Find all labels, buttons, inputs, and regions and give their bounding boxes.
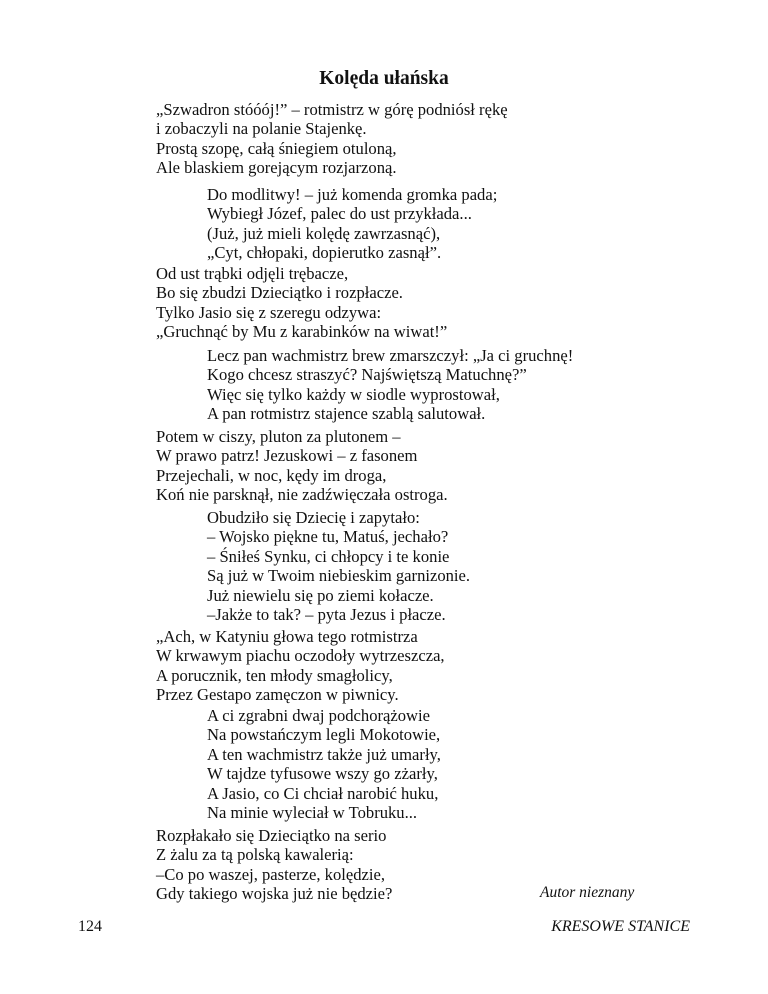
poem-line: –Co po waszej, pasterze, kolędzie, <box>156 864 385 884</box>
poem-line: W krwawym piachu oczodoły wytrzeszcza, <box>156 646 445 666</box>
poem-line: Przejechali, w noc, kędy im droga, <box>156 465 387 485</box>
poem-line: A ten wachmistrz także już umarły, <box>207 744 441 764</box>
stanza-2 <box>207 185 497 263</box>
poem-line: Już niewielu się po ziemi kołacze. <box>207 585 434 605</box>
poem-line: „Gruchnąć by Mu z karabinków na wiwat!” <box>156 322 448 342</box>
stanza-1 <box>156 100 508 178</box>
stanza-3 <box>156 264 447 342</box>
poem-line: – Śniłeś Synku, ci chłopcy i te konie <box>207 546 450 566</box>
poem-line: A porucznik, ten młody smagłolicy, <box>156 665 393 685</box>
stanza-4 <box>207 346 573 424</box>
poem-line: Lecz pan wachmistrz brew zmarszczył: „Ja ci gruchnę! <box>207 346 574 365</box>
poem-line: Obudziło się Dziecię i zapytało: <box>207 508 420 527</box>
poem-line: W tajdze tyfusowe wszy go zżarły, <box>207 764 438 784</box>
stanza-7 <box>156 627 445 705</box>
stanza-8 <box>207 706 441 822</box>
publication-title: KRESOWE STANICE <box>551 918 690 935</box>
poem-line: Więc się tylko każdy w siodle wyprostował, <box>207 384 500 404</box>
page-number: 124 <box>78 918 102 935</box>
poem-line: – Wojsko piękne tu, Matuś, jechało? <box>207 527 449 547</box>
poem-line: –Jakże to tak? – pyta Jezus i płacze. <box>207 605 446 625</box>
poem-line: „Ach, w Katyniu głowa tego rotmistrza <box>156 627 418 646</box>
poem-line: „Cyt, chłopaki, dopierutko zasnął”. <box>207 243 442 263</box>
poem-line: W prawo patrz! Jezuskowi – z fasonem <box>156 446 418 466</box>
poem-line: Kogo chcesz straszyć? Najświętszą Matuchnę?” <box>207 365 527 385</box>
stanza-6 <box>207 508 470 624</box>
poem-line: (Już, już mieli kolędę zawrzasnąć), <box>207 223 441 243</box>
poem-line: Gdy takiego wojska już nie będzie? <box>156 884 393 904</box>
poem-line: Prostą szopę, całą śniegiem otuloną, <box>156 138 397 158</box>
poem-line: A Jasio, co Ci chciał narobić huku, <box>207 783 439 803</box>
poem-author: Autor nieznany <box>540 884 635 901</box>
poem-line: „Szwadron stóóój!” – rotmistrz w górę podniósł rękę <box>156 100 508 119</box>
stanza-9 <box>156 826 392 904</box>
poem-line: Do modlitwy! – już komenda gromka pada; <box>207 185 498 204</box>
poem-line: Są już w Twoim niebieskim garnizonie. <box>207 566 471 586</box>
poem-line: Wybiegł Józef, palec do ust przykłada... <box>207 204 472 224</box>
poem-line: i zobaczyli na polanie Stajenkę. <box>156 119 367 139</box>
poem-line: Na minie wyleciał w Tobruku... <box>207 803 418 823</box>
stanza-5 <box>156 427 448 505</box>
poem-line: Potem w ciszy, pluton za plutonem – <box>156 427 401 446</box>
poem-line: Przez Gestapo zamęczon w piwnicy. <box>156 685 399 705</box>
poem-line: Na powstańczym legli Mokotowie, <box>207 725 441 745</box>
poem-line: Bo się zbudzi Dzieciątko i rozpłacze. <box>156 283 403 303</box>
poem-line: A pan rotmistrz stajence szablą salutował. <box>207 404 486 424</box>
poem-line: Ale blaskiem gorejącym rozjarzoną. <box>156 158 397 178</box>
poem-line: Z żalu za tą polską kawalerią: <box>156 845 354 865</box>
poem-line: Rozpłakało się Dzieciątko na serio <box>156 826 387 845</box>
poem-line: Tylko Jasio się z szeregu odzywa: <box>156 302 382 322</box>
poem-line: Od ust trąbki odjęli trębacze, <box>156 264 349 283</box>
poem-line: Koń nie parsknął, nie zadźwięczała ostroga. <box>156 485 448 505</box>
poem-title: Kolęda ułańska <box>319 68 449 89</box>
poem-line: A ci zgrabni dwaj podchorążowie <box>207 706 431 725</box>
